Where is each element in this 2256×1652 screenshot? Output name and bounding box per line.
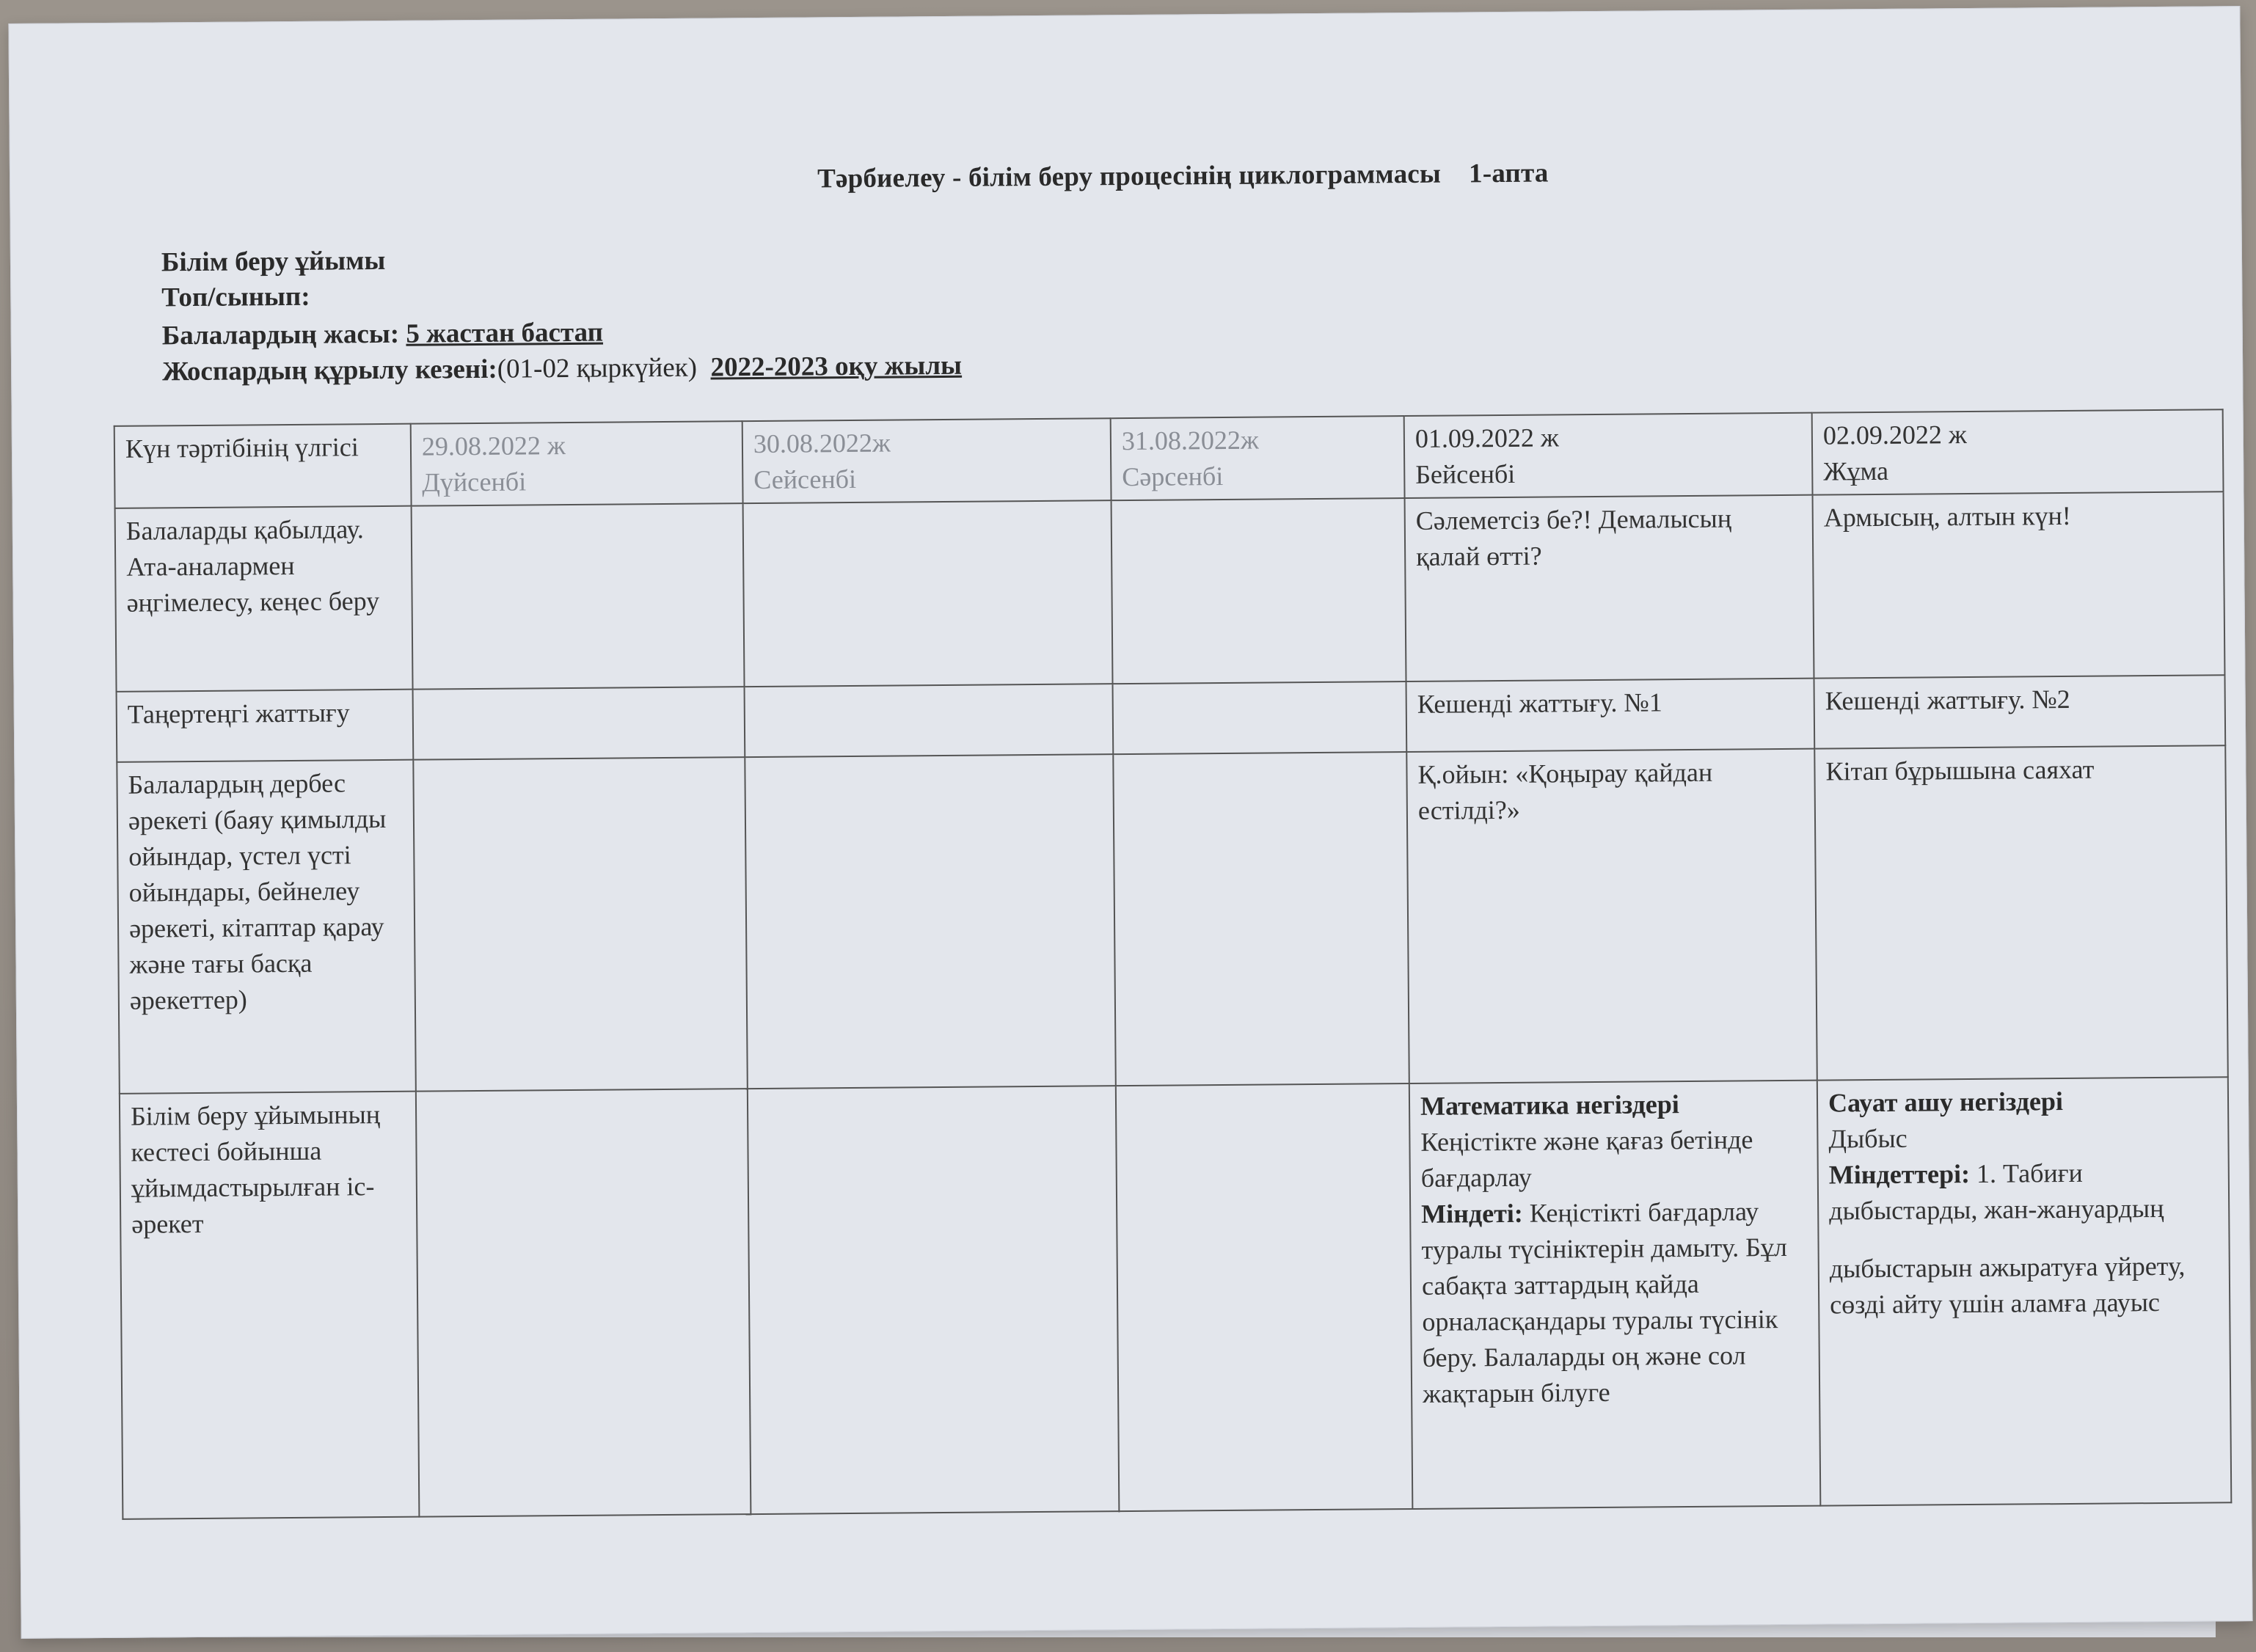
empty-cell [1113, 752, 1409, 1086]
age-line [162, 316, 604, 354]
task-text: 1. Табиғи дыбыстарды, жан-жануардың [1829, 1158, 2164, 1226]
cell-thu [1409, 1081, 1821, 1509]
header-day-mon [411, 421, 743, 506]
cell-thu: Қ.ойын: «Қоңырау қайдан естілді?» [1406, 749, 1817, 1083]
day-name: Бейсенбі [1415, 458, 1516, 489]
age-value: 5 жастан бастап [406, 317, 604, 349]
table-row [117, 745, 2227, 1094]
day-name: Сәрсенбі [1122, 461, 1224, 492]
org-label: Білім беру ұйымы [161, 245, 386, 278]
empty-cell [412, 503, 745, 690]
row-label: Таңертеңгі жаттығу [117, 690, 414, 762]
task-text-continued: дыбыстарын ажыратуға үйрету, сөзді айту үшін аламға дауыс [1829, 1251, 2186, 1320]
day-date: 01.09.2022 ж [1414, 423, 1559, 453]
empty-cell [745, 684, 1114, 757]
cell-fri: Армысың, алтын күн! [1813, 491, 2225, 678]
subject-title: Сауат ашу негіздері [1828, 1086, 2064, 1118]
title-text: Тәрбиелеу - білім беру процесінің циклограммасы [817, 158, 1442, 194]
group-label: Топ/сынып: [161, 281, 310, 313]
document-page [8, 6, 2252, 1639]
empty-cell [413, 757, 748, 1092]
empty-cell [1111, 498, 1406, 684]
empty-cell [1116, 1083, 1413, 1511]
cell-fri [1817, 1077, 2232, 1505]
day-name: Жұма [1823, 456, 1889, 486]
period-label: Жоспардың құрылу кезені: [161, 354, 497, 387]
week-label: 1-апта [1468, 158, 1549, 189]
header-day-fri [1812, 409, 2224, 494]
group-line [161, 280, 310, 315]
table-row [115, 491, 2225, 692]
day-date: 02.09.2022 ж [1822, 420, 1967, 450]
empty-cell [748, 1086, 1120, 1514]
age-label: Балалардың жасы: [161, 318, 406, 351]
cyclogram-table [114, 409, 2233, 1520]
empty-cell [743, 500, 1113, 687]
cell-fri: Кешенді жаттығу. №2 [1814, 675, 2225, 748]
empty-cell [413, 687, 745, 760]
cell-thu: Сәлеметсіз бе?! Демалысың қалай өтті? [1405, 495, 1814, 681]
day-name: Дүйсенбі [422, 467, 527, 497]
cell-thu: Кешенді жаттығу. №1 [1406, 679, 1815, 752]
period-line [162, 349, 962, 390]
day-date: 29.08.2022 ж [421, 431, 566, 461]
empty-cell [416, 1089, 751, 1517]
header-first-col-label: Күн тәртібінің үлгісі [125, 432, 359, 464]
subject-title: Математика негіздері [1420, 1089, 1679, 1121]
row-label: Білім беру ұйымының кестесі бойынша ұйымдастырылған іс-әрекет [120, 1092, 420, 1519]
subject-topic: Дыбыс [1828, 1123, 1908, 1154]
page-title [817, 158, 1549, 195]
day-name: Сейсенбі [753, 464, 857, 495]
task-label: Міндеті: [1421, 1198, 1523, 1229]
empty-cell [745, 754, 1116, 1089]
header-day-wed [1111, 416, 1405, 500]
cell-fri: Кітап бұрышына саяхат [1814, 745, 2228, 1080]
empty-cell [1113, 681, 1407, 754]
task-text: Кеңістікті бағдарлау туралы түсініктерін дамыту. Бұл сабақта заттардың қайда орналасқандары туралы түсінік беру. Балаларды оң және сол жақтарын білуге [1421, 1196, 1787, 1408]
day-date: 31.08.2022ж [1121, 425, 1259, 456]
org-line [161, 244, 386, 279]
day-date: 30.08.2022ж [753, 428, 891, 459]
header-day-thu [1404, 413, 1813, 498]
task-label: Міндеттері: [1828, 1159, 1971, 1190]
school-year: 2022-2023 оқу жылы [710, 350, 963, 383]
table-row [120, 1077, 2231, 1519]
header-day-tue [742, 418, 1111, 503]
period-dates: (01-02 қыркүйек) [497, 352, 698, 384]
header-first-col [114, 424, 412, 508]
row-label: Балаларды қабылдау. Ата-аналармен әңгімелесу, кеңес беру [115, 506, 413, 692]
row-label: Балалардың дербес әрекеті (баяу қимылды ойындар, үстел үсті ойындары, бейнелеу әрекеті, кітаптар қарау және тағы басқа әрекеттер) [117, 760, 416, 1094]
subject-topic: Кеңістікте және қағаз бетінде бағдарлау [1420, 1125, 1753, 1193]
